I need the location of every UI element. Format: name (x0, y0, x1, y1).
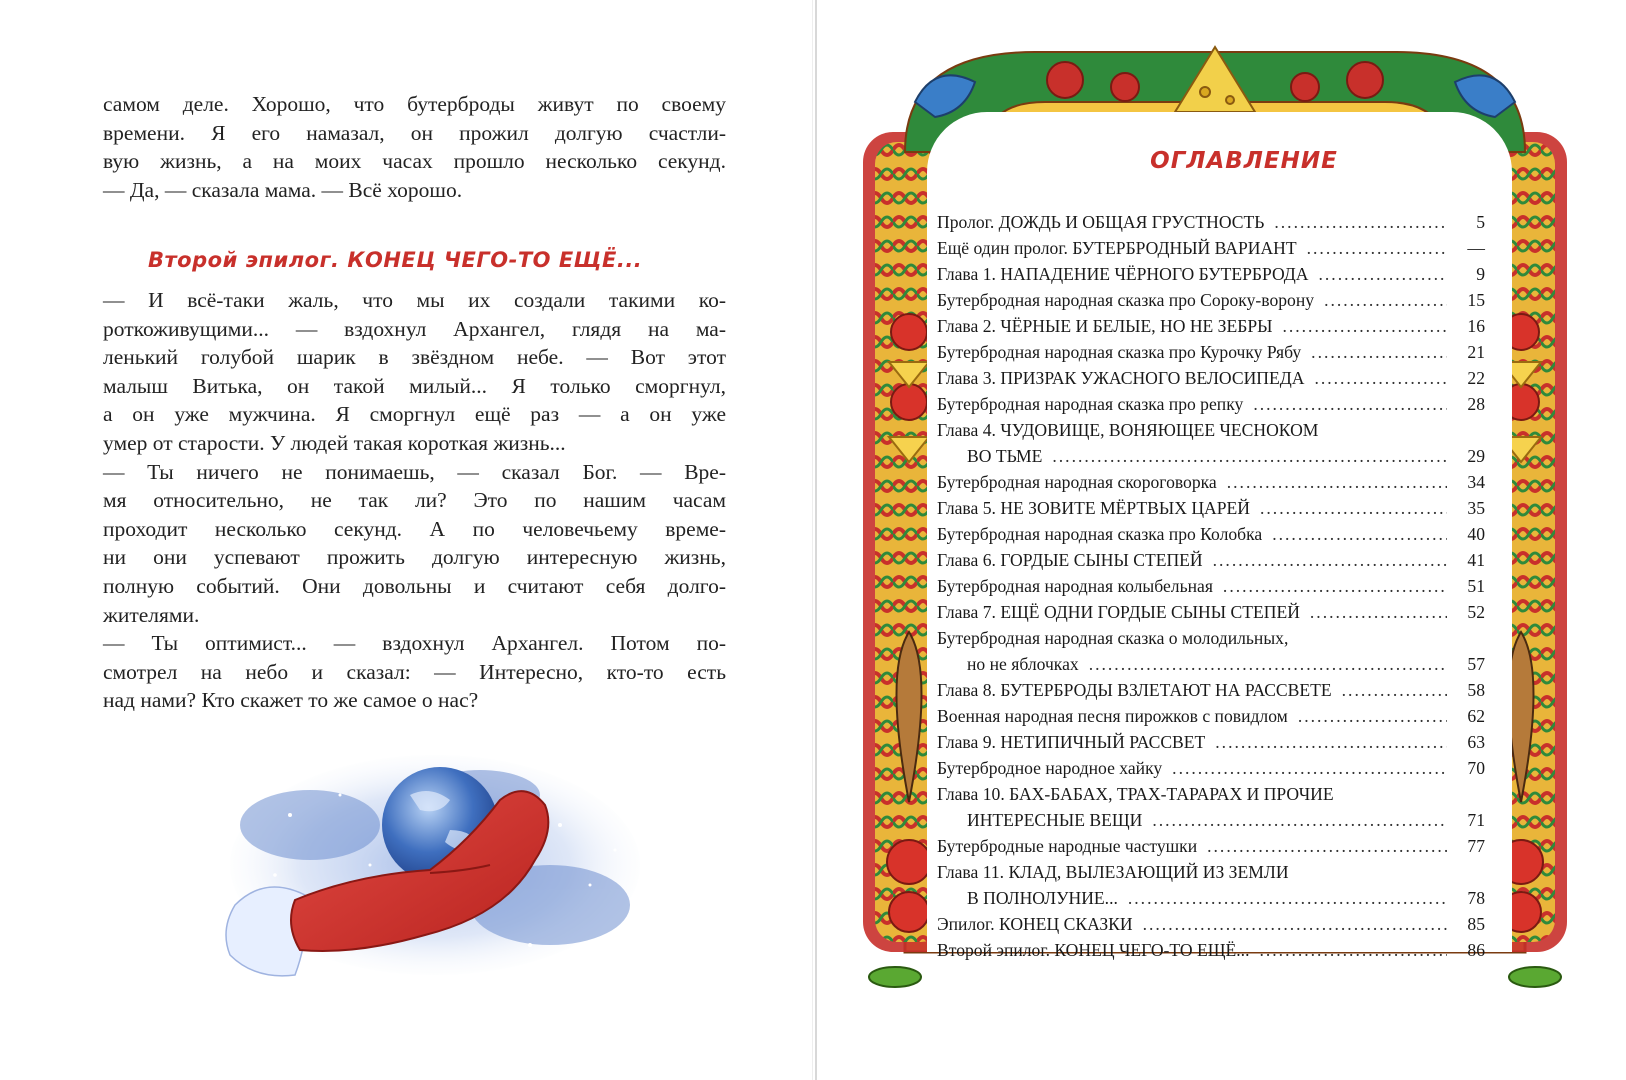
toc-leader-dots (1143, 911, 1447, 937)
text-line: роткоживущими... — вздохнул Архангел, глядя на ма- (103, 316, 726, 341)
toc-entry[interactable] (937, 885, 1485, 911)
toc-leader-dots (1310, 599, 1447, 625)
toc-leader-dots (1298, 703, 1447, 729)
toc-entry-title: Пролог. ДОЖДЬ И ОБЩАЯ ГРУСТНОСТЬ (937, 212, 1265, 232)
text-line: вую жизнь, а на моих часах прошло несколько секунд. (103, 149, 726, 174)
text-line: умер от старости. У людей такая короткая жизнь... (103, 430, 566, 455)
toc-entry[interactable] (937, 911, 1485, 937)
toc-entry-title: В ПОЛНОЛУНИЕ... (967, 888, 1118, 908)
toc-entry[interactable] (937, 235, 1485, 261)
toc-entry[interactable] (937, 599, 1485, 625)
toc-leader-dots (1282, 313, 1447, 339)
toc-page-number: — (1467, 238, 1485, 258)
toc-entry-title: Глава 10. БАХ-БАБАХ, ТРАХ-ТАРАРАХ И ПРОЧИЕ (937, 784, 1334, 804)
text-line: ни они успевают прожить долгую интересную жизнь, (103, 545, 726, 570)
toc-entry-title: Глава 4. ЧУДОВИЩЕ, ВОНЯЮЩЕЕ ЧЕСНОКОМ (937, 420, 1319, 440)
toc-entry[interactable] (937, 807, 1485, 833)
toc-leader-dots (1152, 807, 1447, 833)
text-line: — Ты ничего не понимаешь, — сказал Бог. — Вре- (103, 459, 726, 484)
toc-page-number: 77 (1467, 836, 1485, 856)
toc-page-number: 21 (1467, 342, 1485, 362)
toc-page-number: 28 (1467, 394, 1485, 414)
toc-leader-dots (1307, 235, 1447, 261)
toc-leader-dots (1260, 495, 1447, 521)
toc-leader-dots (1324, 287, 1447, 313)
toc-entry[interactable] (937, 339, 1485, 365)
text-line: жителями. (103, 602, 200, 627)
toc-entry[interactable] (937, 729, 1485, 755)
toc-entry-title: Глава 7. ЕЩЁ ОДНИ ГОРДЫЕ СЫНЫ СТЕПЕЙ (937, 602, 1300, 622)
toc-leader-dots (1314, 365, 1447, 391)
toc-entry-title: Глава 11. КЛАД, ВЫЛЕЗАЮЩИЙ ИЗ ЗЕМЛИ (937, 862, 1289, 882)
toc-leader-dots (1128, 885, 1447, 911)
toc-entry[interactable] (937, 209, 1485, 235)
toc-page-number: 62 (1467, 706, 1485, 726)
toc-entry[interactable] (937, 287, 1485, 313)
toc-entry-title: Бутербродная народная сказка про Сороку-ворону (937, 290, 1315, 310)
text-line: времени. Я его намазал, он прожил долгую счастли- (103, 120, 726, 145)
toc-page-number: 70 (1467, 758, 1485, 778)
toc-entry-title: Бутербродная народная колыбельная (937, 576, 1213, 596)
toc-page-number: 41 (1467, 550, 1485, 570)
toc-leader-dots (1207, 833, 1447, 859)
epilogue-heading: Второй эпилог. КОНЕЦ ЧЕГО-ТО ЕЩЁ... (148, 248, 643, 272)
toc-entry-title: Бутербродная народная сказка про Курочку Рябу (937, 342, 1302, 362)
toc-page-number: 15 (1467, 290, 1485, 310)
toc-page-number: 85 (1467, 914, 1485, 934)
toc-page-number: 9 (1476, 264, 1485, 284)
toc-title: ОГЛАВЛЕНИЕ (1150, 148, 1338, 174)
hand-holding-earth-illustration (220, 755, 650, 995)
text-line: полную событий. Они довольны и считают себя долго- (103, 573, 726, 598)
toc-leader-dots (1213, 547, 1447, 573)
toc-entry-title: Глава 8. БУТЕРБРОДЫ ВЗЛЕТАЮТ НА РАССВЕТЕ (937, 680, 1332, 700)
text-line: ленький голубой шарик в звёздном небе. — Вот этот (103, 345, 726, 370)
toc-entry-title: но не яблочках (967, 654, 1079, 674)
toc-leader-dots (1259, 937, 1447, 963)
toc-leader-dots (1342, 677, 1447, 703)
toc-entry-title: Ещё один пролог. БУТЕРБРОДНЫЙ ВАРИАНТ (937, 238, 1297, 258)
table-of-contents (937, 209, 1485, 963)
top-text-block (103, 90, 726, 204)
toc-entry-title: Глава 1. НАПАДЕНИЕ ЧЁРНОГО БУТЕРБРОДА (937, 264, 1309, 284)
toc-leader-dots (1223, 573, 1447, 599)
toc-page-number: 86 (1467, 940, 1485, 960)
toc-page-number: 22 (1467, 368, 1485, 388)
toc-leader-dots (1172, 755, 1447, 781)
toc-page-number: 29 (1467, 446, 1485, 466)
toc-entry-title: Глава 6. ГОРДЫЕ СЫНЫ СТЕПЕЙ (937, 550, 1203, 570)
toc-page-number: 78 (1467, 888, 1485, 908)
toc-page-number: 51 (1467, 576, 1485, 596)
text-line: а он уже мужчина. Я сморгнул ещё раз — а он уже (103, 402, 726, 427)
toc-entry[interactable] (937, 495, 1485, 521)
toc-entry-title: Глава 3. ПРИЗРАК УЖАСНОГО ВЕЛОСИПЕДА (937, 368, 1305, 388)
toc-leader-dots (1311, 339, 1447, 365)
epilogue-text-block (103, 286, 726, 715)
toc-entry-title: Бутербродная народная сказка про Колобка (937, 524, 1263, 544)
toc-page-number: 5 (1476, 212, 1485, 232)
toc-entry-title: Бутербродная народная сказка про репку (937, 394, 1244, 414)
text-line: мя относительно, не так ли? Это по нашим часам (103, 488, 726, 513)
text-line: — Ты оптимист... — вздохнул Архангел. Потом по- (103, 631, 726, 656)
toc-entry[interactable] (937, 261, 1485, 287)
toc-entry[interactable] (937, 443, 1485, 469)
toc-entry[interactable] (937, 703, 1485, 729)
toc-entry-title: Эпилог. КОНЕЦ СКАЗКИ (937, 914, 1133, 934)
toc-page-number: 35 (1467, 498, 1485, 518)
toc-entry[interactable] (937, 547, 1485, 573)
toc-entry-title: Второй эпилог. КОНЕЦ ЧЕГО-ТО ЕЩЁ... (937, 940, 1250, 960)
toc-leader-dots (1272, 521, 1447, 547)
toc-leader-dots (1052, 443, 1447, 469)
toc-entry-title: Бутербродная народная сказка о молодильных, (937, 628, 1289, 648)
toc-leader-dots (1274, 209, 1447, 235)
toc-entry[interactable] (937, 469, 1485, 495)
toc-page-number: 16 (1467, 316, 1485, 336)
toc-entry[interactable] (937, 937, 1485, 963)
toc-leader-dots (1253, 391, 1447, 417)
toc-entry[interactable] (937, 521, 1485, 547)
toc-page-number: 71 (1467, 810, 1485, 830)
toc-leader-dots (1215, 729, 1447, 755)
toc-entry[interactable] (937, 417, 1485, 443)
toc-entry[interactable] (937, 391, 1485, 417)
toc-entry-title: Глава 5. НЕ ЗОВИТЕ МЁРТВЫХ ЦАРЕЙ (937, 498, 1250, 518)
toc-page-number: 52 (1467, 602, 1485, 622)
toc-entry-title: Глава 9. НЕТИПИЧНЫЙ РАССВЕТ (937, 732, 1206, 752)
toc-entry-title: Глава 2. ЧЁРНЫЕ И БЕЛЫЕ, НО НЕ ЗЕБРЫ (937, 316, 1273, 336)
text-line: — И всё-таки жаль, что мы их создали такими ко- (103, 288, 726, 312)
text-line: смотрел на небо и сказал: — Интересно, кто-то есть (103, 659, 726, 684)
toc-entry-title: ИНТЕРЕСНЫЕ ВЕЩИ (967, 810, 1143, 830)
toc-entry[interactable] (937, 755, 1485, 781)
toc-entry-title: Бутербродное народное хайку (937, 758, 1163, 778)
toc-entry[interactable] (937, 625, 1485, 651)
gutter-shadow (812, 0, 813, 1080)
text-line: — Да, — сказала мама. — Всё хорошо. (103, 177, 463, 202)
toc-page-number: 34 (1467, 472, 1485, 492)
toc-entry[interactable] (937, 833, 1485, 859)
text-line: проходит несколько секунд. А по человечьему време- (103, 516, 726, 541)
right-page (817, 0, 1626, 1080)
toc-entry[interactable] (937, 313, 1485, 339)
toc-entry[interactable] (937, 781, 1485, 807)
toc-entry[interactable] (937, 651, 1485, 677)
toc-page-number: 63 (1467, 732, 1485, 752)
toc-entry-title: Бутербродные народные частушки (937, 836, 1198, 856)
toc-page-number: 40 (1467, 524, 1485, 544)
toc-entry[interactable] (937, 365, 1485, 391)
toc-leader-dots (1089, 651, 1447, 677)
toc-entry-title: ВО ТЬМЕ (967, 446, 1043, 466)
toc-entry[interactable] (937, 573, 1485, 599)
text-line: над нами? Кто скажет то же самое о нас? (103, 688, 479, 713)
toc-entry-title: Военная народная песня пирожков с повидлом (937, 706, 1288, 726)
toc-page-number: 58 (1467, 680, 1485, 700)
text-line: малыш Витька, он такой милый... Я только сморгнул, (103, 373, 726, 398)
text-line: самом деле. Хорошо, что бутерброды живут по своему (103, 92, 726, 116)
toc-leader-dots (1319, 261, 1447, 287)
toc-entry[interactable] (937, 859, 1485, 885)
toc-entry-title: Бутербродная народная скороговорка (937, 472, 1217, 492)
toc-leader-dots (1227, 469, 1447, 495)
toc-entry[interactable] (937, 677, 1485, 703)
toc-page-number: 57 (1467, 654, 1485, 674)
